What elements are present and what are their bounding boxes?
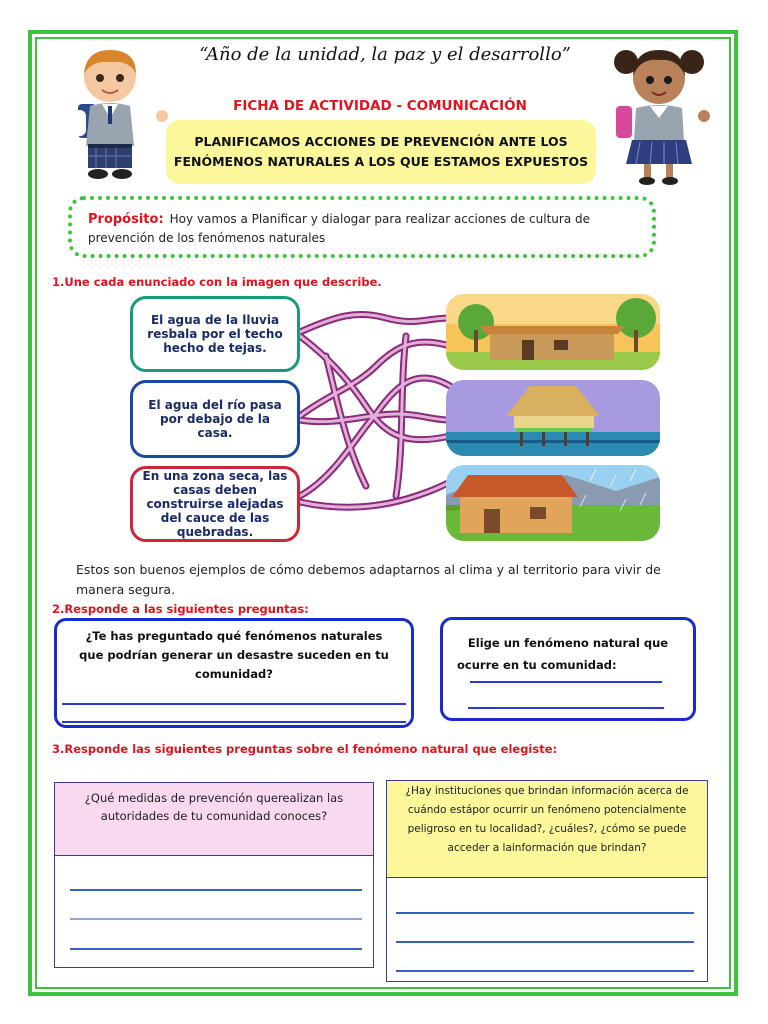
answer-line-left-1[interactable] xyxy=(70,889,362,891)
statement-stilt-house: El agua del río pasa por debajo de la casa. xyxy=(130,380,300,458)
purpose-text: Hoy vamos a Planificar y dialogar para realizar acciones de cultura de prevención de los fenómenos naturales xyxy=(88,212,590,245)
answer-line-left-3[interactable] xyxy=(70,948,362,950)
section-1-heading: 1.Une cada enunciado con la imagen que describe. xyxy=(52,275,382,289)
adobe-house-icon xyxy=(446,294,660,370)
question-left-text: ¿Qué medidas de prevención querealizan las autoridades de tu comunidad conoces? xyxy=(84,791,344,823)
answer-line-right-3[interactable] xyxy=(396,970,694,972)
section-3-heading: 3.Responde las siguientes preguntas sobre el fenómeno natural que elegiste: xyxy=(52,742,558,756)
statement-dry-zone: En una zona seca, las casas deben construirse alejadas del cauce de las quebradas. xyxy=(130,466,300,542)
purpose-label: Propósito: xyxy=(88,212,164,227)
worksheet-subject: FICHA DE ACTIVIDAD - COMUNICACIÓN xyxy=(233,98,527,114)
answer-line-left-2[interactable] xyxy=(70,918,362,920)
answer-line-a2[interactable] xyxy=(62,721,406,723)
worksheet-title xyxy=(166,120,596,184)
answer-line-right-1[interactable] xyxy=(396,912,694,914)
stilt-house-icon xyxy=(446,380,660,456)
tile-roof-house-icon xyxy=(446,465,660,541)
matching-maze-lines xyxy=(296,296,456,536)
answer-line-b1[interactable] xyxy=(470,681,662,683)
answer-line-b2[interactable] xyxy=(468,707,664,709)
answer-line-a1[interactable] xyxy=(62,703,406,705)
section-2-heading: 2.Responde a las siguientes preguntas: xyxy=(52,602,309,616)
question-b-line-1: Elige un fenómeno natural que xyxy=(467,636,669,650)
question-right-text: ¿Hay instituciones que brindan información acerca de cuándo estápor ocurrir un fenómeno potencialmente peligroso en tu localidad?, ¿cuáles?, ¿cómo se puede acceder a lainformación que brindan? xyxy=(405,785,689,854)
title-line-1: PLANIFICAMOS ACCIONES DE PREVENCIÓN ANTE LOS xyxy=(194,134,568,149)
boy-student-illustration xyxy=(50,44,170,182)
adaptation-paragraph: Estos son buenos ejemplos de cómo debemos adaptarnos al clima y al territorio para vivir de manera segura. xyxy=(76,562,661,597)
title-line-2: FENÓMENOS NATURALES A LOS QUE ESTAMOS EXPUESTOS xyxy=(173,154,589,169)
purpose-box xyxy=(68,196,656,258)
question-b-line-2: ocurre en tu comunidad: xyxy=(457,658,617,672)
answer-line-right-2[interactable] xyxy=(396,941,694,943)
statement-tile-roof: El agua de la lluvia resbala por el techo hecho de tejas. xyxy=(130,296,300,372)
girl-student-illustration xyxy=(604,44,714,186)
question-a-text: ¿Te has preguntado qué fenómenos naturales que podrían generar un desastre suceden en tu comunidad? xyxy=(79,629,389,681)
year-motto: “Año de la unidad, la paz y el desarrollo” xyxy=(199,44,571,65)
